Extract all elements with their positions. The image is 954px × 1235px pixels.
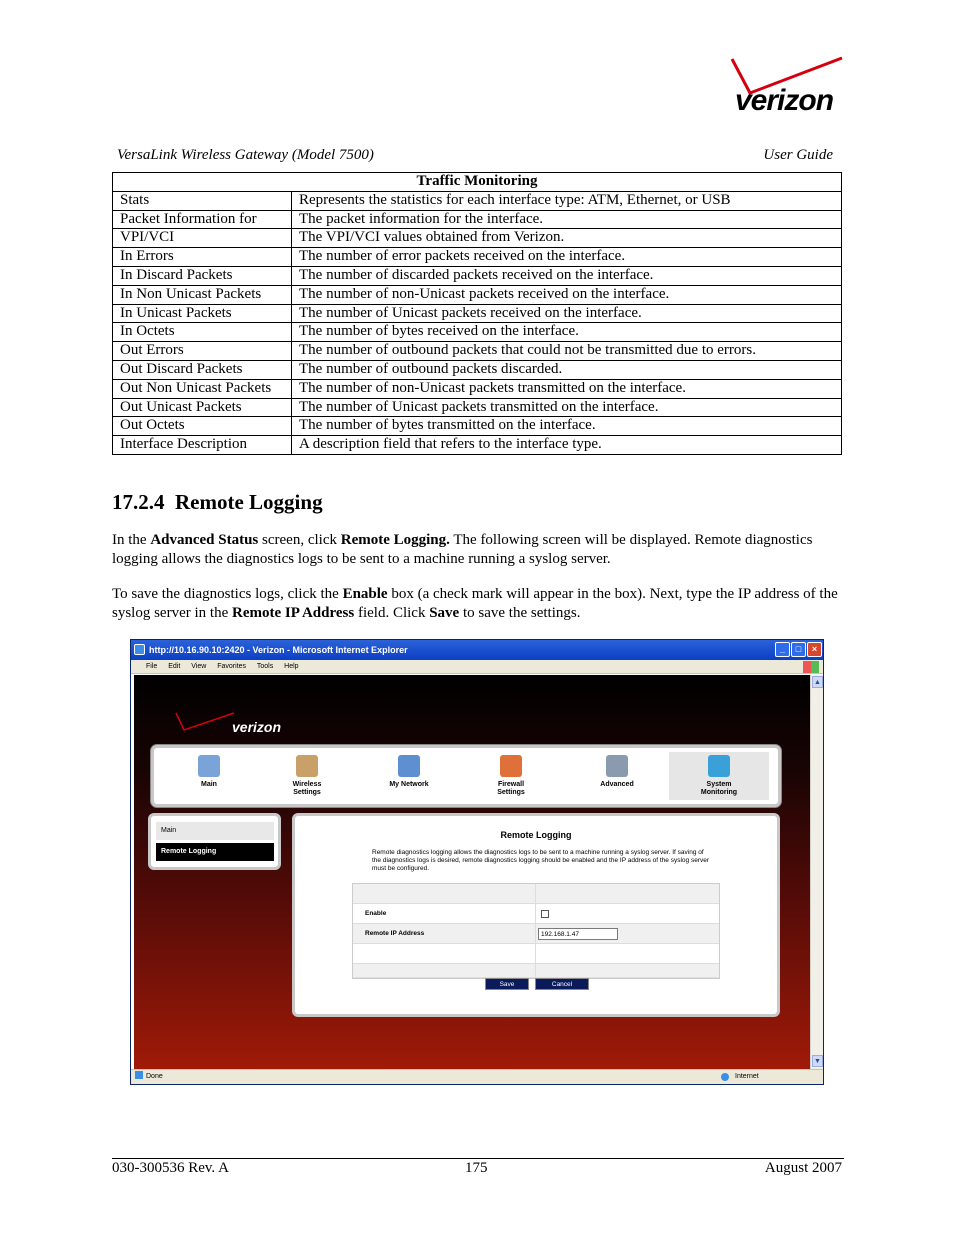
enable-checkbox[interactable] — [541, 910, 549, 918]
footer-page-number: 175 — [465, 1160, 488, 1176]
cancel-button[interactable]: Cancel — [535, 978, 589, 990]
table-cell-description: The VPI/VCI values obtained from Verizon. — [292, 229, 842, 248]
table-cell-description: The number of outbound packets that could not be transmitted due to errors. — [292, 342, 842, 361]
table-cell-description: Represents the statistics for each interface type: ATM, Ethernet, or USB — [292, 191, 842, 210]
internet-zone-icon — [721, 1073, 729, 1081]
advanced-icon — [606, 755, 628, 777]
table-cell-description: The number of discarded packets received on the interface. — [292, 266, 842, 285]
minimize-button[interactable]: _ — [775, 642, 790, 657]
browser-window-title: http://10.16.90.10:2420 - Verizon - Microsoft Internet Explorer — [149, 645, 408, 655]
vertical-scrollbar[interactable] — [810, 675, 823, 1069]
table-cell-term: In Non Unicast Packets — [113, 285, 292, 304]
menu-help[interactable]: Help — [284, 663, 299, 670]
table-cell-description: The number of Unicast packets transmitted on the interface. — [292, 398, 842, 417]
verizon-logo: verizon — [735, 84, 834, 117]
side-menu-remote-logging[interactable]: Remote Logging — [156, 843, 274, 861]
table-row — [113, 379, 842, 398]
inner-verizon-check-mark — [174, 711, 236, 733]
table-cell-description: The number of outbound packets discarded. — [292, 360, 842, 379]
footer-date: August 2007 — [764, 1160, 842, 1176]
section-number: 17.2.4 — [112, 490, 165, 514]
table-cell-term: Stats — [113, 191, 292, 210]
table-cell-term: In Errors — [113, 248, 292, 267]
table-cell-description: The number of error packets received on the interface. — [292, 248, 842, 267]
menu-edit[interactable]: Edit — [168, 663, 181, 670]
table-row — [113, 210, 842, 229]
panel-title: Remote Logging — [500, 830, 572, 840]
nav-wireless-settings[interactable]: Wireless Settings — [257, 752, 357, 800]
windows-flag-icon — [803, 661, 819, 673]
table-row — [113, 360, 842, 379]
table-cell-term: In Unicast Packets — [113, 304, 292, 323]
browser-title-bar — [131, 640, 823, 660]
table-cell-description: The number of non-Unicast packets transmitted on the interface. — [292, 379, 842, 398]
close-button[interactable]: × — [807, 642, 822, 657]
maximize-button[interactable]: □ — [791, 642, 806, 657]
nav-main[interactable]: Main — [159, 752, 259, 800]
browser-screenshot — [130, 639, 824, 1085]
status-text: Done — [146, 1073, 163, 1080]
table-row — [113, 436, 842, 455]
form-row-spacer — [353, 964, 719, 978]
side-menu-main[interactable]: Main — [156, 822, 274, 840]
page-icon — [135, 1071, 143, 1079]
save-button[interactable]: Save — [485, 978, 529, 990]
table-row — [113, 285, 842, 304]
security-zone: Internet — [735, 1073, 759, 1080]
document-title: VersaLink Wireless Gateway (Model 7500) — [117, 147, 374, 163]
table-cell-description: The number of Unicast packets received on the interface. — [292, 304, 842, 323]
remote-logging-panel — [292, 813, 780, 1017]
table-title: Traffic Monitoring — [113, 173, 842, 192]
ie-icon — [134, 644, 145, 655]
table-cell-term: Packet Information for — [113, 210, 292, 229]
table-cell-term: Interface Description — [113, 436, 292, 455]
table-row — [113, 323, 842, 342]
main-nav-panel — [151, 745, 781, 807]
footer-doc-number: 030-300536 Rev. A — [112, 1160, 229, 1176]
menu-file[interactable]: File — [146, 663, 158, 670]
table-row — [113, 398, 842, 417]
nav-advanced[interactable]: Advanced — [567, 752, 667, 800]
form-row-ip — [353, 924, 719, 944]
section-title: Remote Logging — [175, 490, 323, 514]
remote-ip-input[interactable]: 192.168.1.47 — [538, 928, 618, 940]
table-cell-description: A description field that refers to the interface type. — [292, 436, 842, 455]
table-row — [113, 342, 842, 361]
form-row-spacer — [353, 944, 719, 964]
table-cell-term: Out Errors — [113, 342, 292, 361]
section-heading — [112, 490, 323, 515]
side-menu — [148, 813, 281, 870]
table-row — [113, 304, 842, 323]
table-cell-term: Out Octets — [113, 417, 292, 436]
settings-form — [352, 883, 720, 979]
table-row — [113, 417, 842, 436]
paragraph-2: To save the diagnostics logs, click the Enable box (a check mark will appear in the box). Next, type the IP address of the syslog server in the Remote IP Address field. Click Save to save the settings. — [112, 586, 838, 621]
table-row — [113, 191, 842, 210]
footer-rule — [112, 1158, 844, 1159]
menu-tools[interactable]: Tools — [256, 663, 274, 670]
monitoring-icon — [708, 755, 730, 777]
table-cell-description: The number of bytes transmitted on the interface. — [292, 417, 842, 436]
table-cell-term: Out Discard Packets — [113, 360, 292, 379]
table-cell-term: Out Unicast Packets — [113, 398, 292, 417]
document-type: User Guide — [763, 147, 833, 163]
network-icon — [398, 755, 420, 777]
nav-system-monitoring[interactable]: System Monitoring — [669, 752, 769, 800]
enable-label: Enable — [365, 910, 387, 917]
nav-my-network[interactable]: My Network — [359, 752, 459, 800]
table-row — [113, 248, 842, 267]
table-cell-term: In Discard Packets — [113, 266, 292, 285]
table-cell-description: The number of bytes received on the interface. — [292, 323, 842, 342]
form-row-spacer — [353, 884, 719, 904]
form-row-enable — [353, 904, 719, 924]
traffic-monitoring-table — [112, 172, 842, 455]
inner-verizon-logo: verizon — [232, 719, 282, 735]
nav-firewall-settings[interactable]: Firewall Settings — [461, 752, 561, 800]
table-cell-description: The number of non-Unicast packets received on the interface. — [292, 285, 842, 304]
scroll-up-icon[interactable]: ▲ — [812, 676, 823, 688]
browser-menu-bar — [131, 660, 823, 674]
table-cell-term: In Octets — [113, 323, 292, 342]
table-row — [113, 229, 842, 248]
paragraph-1: In the Advanced Status screen, click Remote Logging. The following screen will be displayed. Remote diagnostics logging allows the diagnostics logs to be sent to a machine running a syslog server. — [112, 532, 813, 567]
browser-status-bar — [131, 1069, 823, 1084]
wireless-icon — [296, 755, 318, 777]
menu-view[interactable]: View — [191, 663, 207, 670]
main-icon — [198, 755, 220, 777]
table-cell-description: The packet information for the interface. — [292, 210, 842, 229]
panel-description: Remote diagnostics logging allows the diagnostics logs to be sent to a machine running a syslog server. If saving of the diagnostics logs is desired, remote diagnostics logging should be enabled and the IP address of the syslog server must be configured. — [372, 849, 710, 872]
remote-ip-label: Remote IP Address — [365, 930, 425, 937]
firewall-icon — [500, 755, 522, 777]
table-row — [113, 266, 842, 285]
menu-favorites[interactable]: Favorites — [217, 663, 247, 670]
table-cell-term: Out Non Unicast Packets — [113, 379, 292, 398]
router-page — [134, 675, 810, 1069]
table-cell-term: VPI/VCI — [113, 229, 292, 248]
scroll-down-icon[interactable]: ▼ — [812, 1055, 823, 1067]
